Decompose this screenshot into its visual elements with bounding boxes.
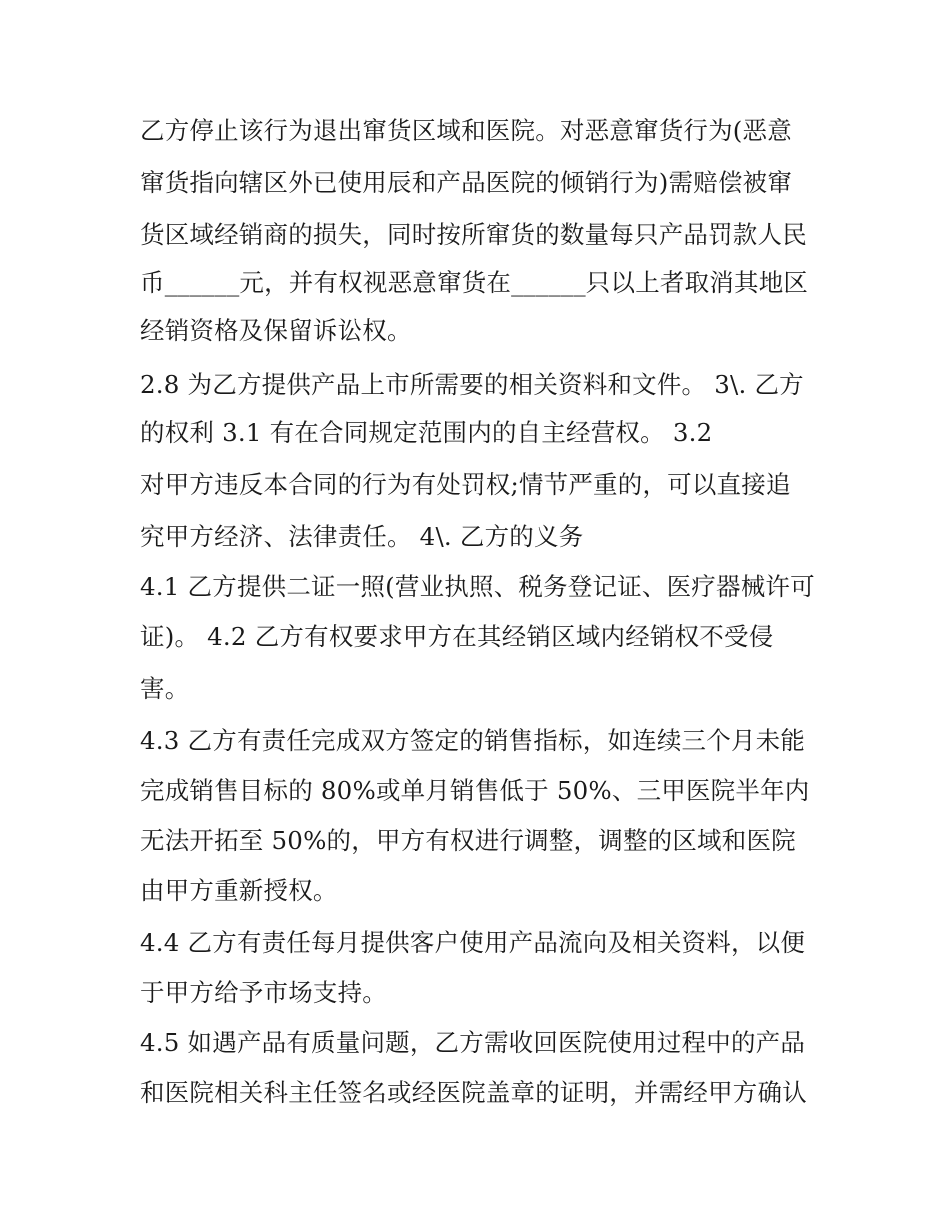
text-line: 和医院相关科主任签名或经医院盖章的证明，并需经甲方确认	[140, 1078, 807, 1107]
text-line: 究甲方经济、法律责任。 4\. 乙方的义务	[140, 522, 584, 551]
text-line: 2.8 为乙方提供产品上市所需要的相关资料和文件。 3\. 乙方	[140, 370, 804, 399]
text-line: 对甲方违反本合同的行为有处罚权;情节严重的，可以直接追	[140, 470, 791, 499]
text-line: 窜货指向辖区外已使用辰和产品医院的倾销行为)需赔偿被窜	[140, 168, 792, 197]
text-line: 无法开拓至 50%的，甲方有权进行调整，调整的区域和医院	[140, 826, 796, 855]
text-line: 乙方停止该行为退出窜货区域和医院。对恶意窜货行为(恶意	[140, 116, 792, 145]
text-line: 币______元，并有权视恶意窜货在______只以上者取消其地区	[140, 268, 809, 297]
text-line: 证)。 4.2 乙方有权要求甲方在其经销区域内经销权不受侵	[140, 622, 774, 651]
text-line: 害。	[140, 674, 190, 703]
text-line: 4.3 乙方有责任完成双方签定的销售指标，如连续三个月未能	[140, 726, 806, 755]
text-line: 4.4 乙方有责任每月提供客户使用产品流向及相关资料，以便	[140, 928, 806, 957]
text-line: 4.5 如遇产品有质量问题，乙方需收回医院使用过程中的产品	[140, 1028, 806, 1057]
text-line: 4.1 乙方提供二证一照(营业执照、税务登记证、医疗器械许可	[140, 572, 815, 601]
text-line: 经销资格及保留诉讼权。	[140, 316, 412, 345]
text-line: 由甲方重新授权。	[140, 876, 338, 905]
text-line: 货区域经销商的损失，同时按所窜货的数量每只产品罚款人民	[140, 220, 807, 249]
text-line: 于甲方给予市场支持。	[140, 978, 387, 1007]
text-line: 完成销售目标的 80%或单月销售低于 50%、三甲医院半年内	[140, 776, 810, 805]
text-line: 的权利 3.1 有在合同规定范围内的自主经营权。 3.2	[140, 418, 713, 447]
